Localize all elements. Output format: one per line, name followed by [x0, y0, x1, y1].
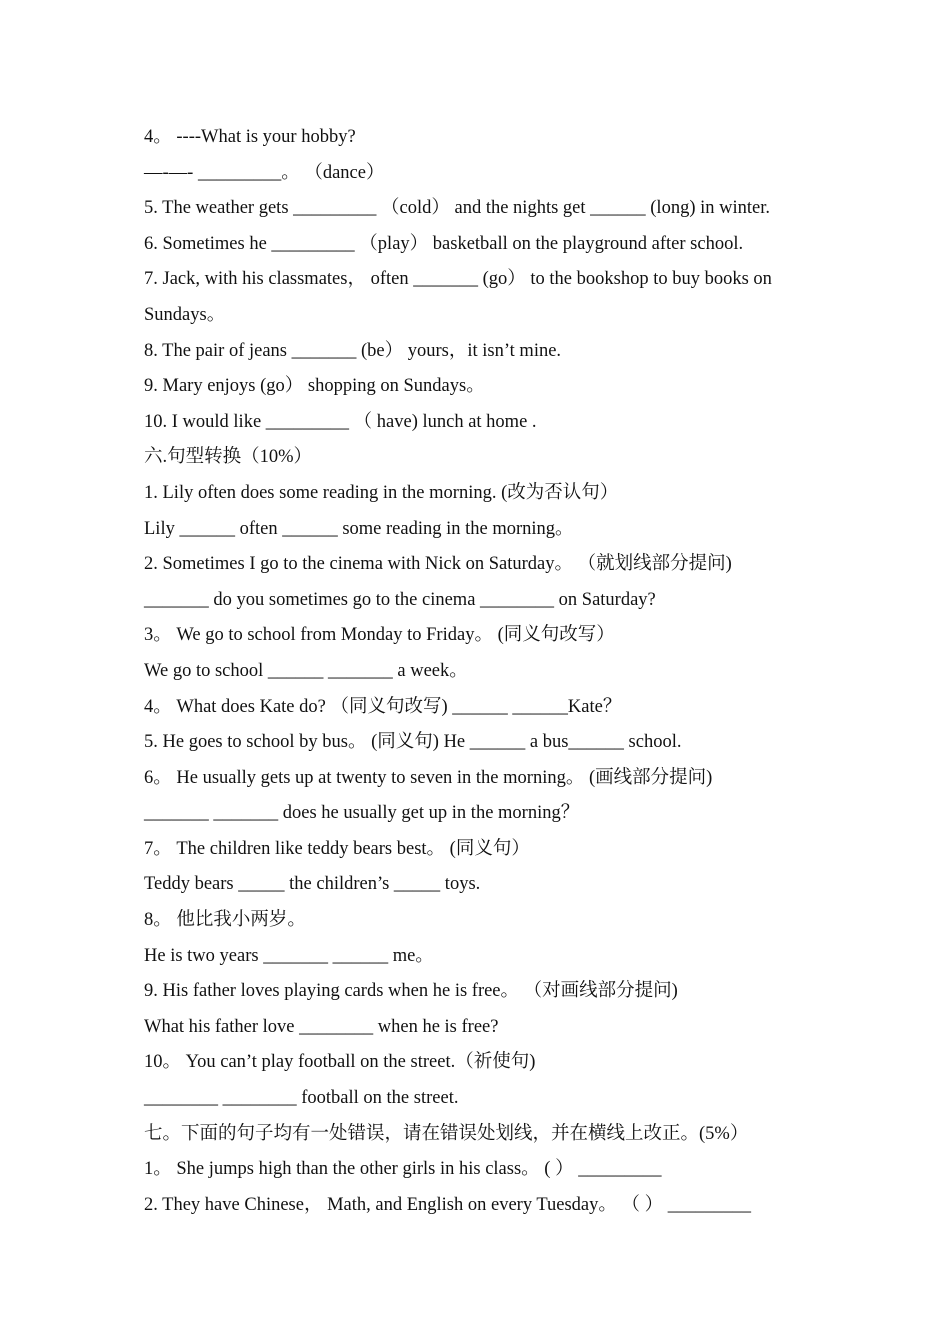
text-line: _______ _______ does he usually get up in the morning？ — [144, 803, 580, 824]
text-line: —-—- _________。 （dance） — [144, 162, 385, 183]
text-line: 6. Sometimes he _________ （play） basketball on the playground after school. — [144, 233, 744, 254]
text-line: 10. I would like _________ （ have) lunch at home . — [144, 411, 537, 432]
text-line: 9. His father loves playing cards when he is free。 （对画线部分提问) — [144, 981, 678, 1002]
text-line: 6。 He usually gets up at twenty to seven in the morning。 (画线部分提问) — [144, 767, 713, 788]
text-line: 1。 She jumps high than the other girls in his class。 ( ） _________ — [144, 1159, 662, 1180]
text-line: He is two years _______ ______ me。 — [144, 945, 434, 966]
text-line: We go to school ______ _______ a week。 — [144, 660, 468, 681]
section-heading: 七。下面的句子均有一处错误，请在错误处划线，并在横线上改正。(5%） — [144, 1123, 749, 1144]
text-line: 2. Sometimes I go to the cinema with Nick on Saturday。 （就划线部分提问) — [144, 554, 732, 575]
text-line: 2. They have Chinese， Math, and English on every Tuesday。 （ ） _________ — [144, 1194, 752, 1215]
section-heading: 六.句型转换（10%） — [144, 447, 313, 468]
text-line: ________ ________ football on the street. — [144, 1088, 459, 1109]
text-line: 8。 他比我小两岁。 — [144, 910, 306, 931]
text-line: _______ do you sometimes go to the cinema ________ on Saturday? — [144, 589, 656, 610]
text-line: 8. The pair of jeans _______ (be） yours，it isn’t mine. — [144, 340, 562, 361]
text-line: 3。 We go to school from Monday to Friday。 (同义句改写） — [144, 625, 615, 646]
text-line: 9. Mary enjoys (go） shopping on Sundays。 — [144, 376, 485, 397]
text-line: 7。 The children like teddy bears best。 (同义句） — [144, 838, 530, 859]
text-line: 7. Jack, with his classmates， often _______ (go） to the bookshop to buy books on — [144, 269, 772, 290]
text-line: Teddy bears _____ the children’s _____ toys. — [144, 874, 481, 895]
exercise-content — [144, 120, 824, 1223]
text-line: 5. He goes to school by bus。 (同义句) He ______ a bus______ school. — [144, 732, 682, 753]
text-line: 4。 What does Kate do? （同义句改写) ______ ______Kate？ — [144, 696, 622, 717]
text-line: Sundays。 — [144, 304, 226, 325]
text-line: Lily ______ often ______ some reading in the morning。 — [144, 518, 574, 539]
text-line: What his father love ________ when he is free? — [144, 1016, 499, 1037]
text-line: 10。 You can’t play football on the street.（祈使句) — [144, 1052, 536, 1073]
text-line: 1. Lily often does some reading in the morning. (改为否认句） — [144, 482, 619, 503]
text-line: 5. The weather gets _________ （cold） and the nights get ______ (long) in winter. — [144, 198, 770, 219]
text-line: 4。 ----What is your hobby? — [144, 127, 356, 147]
